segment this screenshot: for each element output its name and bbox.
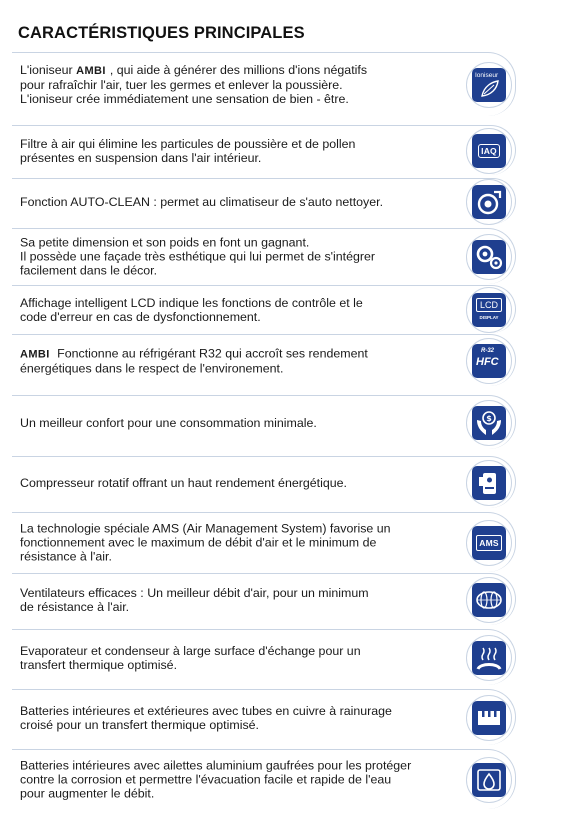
r32-hfc-icon-frame: [466, 338, 512, 384]
feature-text: Compresseur rotatif offrant un haut rendement énergétique.: [20, 475, 347, 490]
r32-hfc-icon: [472, 344, 506, 378]
energy-saving-icon-frame: [466, 400, 512, 446]
page-title: CARACTÉRISTIQUES PRINCIPALES: [18, 24, 305, 42]
feature-item-energy-saving: [12, 395, 516, 449]
heat-exchanger-icon-frame: [466, 635, 512, 681]
feature-text: Fonction AUTO-CLEAN : permet au climatiseur de s'auto nettoyer.: [20, 194, 384, 209]
feature-item-heat-exchanger: [12, 629, 516, 685]
ioniseur-icon-label: Ioniseur: [475, 71, 499, 79]
rotary-compressor-icon: [472, 466, 506, 500]
feature-item-ams: [12, 512, 516, 572]
aluminium-fin-icon: [472, 763, 506, 797]
feature-item-r32-refrigerant: [12, 334, 516, 386]
feature-text: Batteries intérieures et extérieures avec tubes en cuivre à rainurage croisé pour un transfert thermique optimisé.: [20, 703, 392, 732]
feature-r32-text: Fonctionne au réfrigérant R32 qui accroît ses rendement énergétiques dans le respect de l'environement.: [20, 345, 368, 375]
feature-text: La technologie spéciale AMS (Air Management System) favorise un fonctionnement avec le maximum de débit d'air et le minimum de résistance à l'air.: [20, 521, 391, 564]
brand-name: AMBI: [20, 347, 50, 360]
auto-clean-icon-frame: [466, 179, 512, 225]
lcd-icon-label: LCD: [476, 298, 502, 312]
feature-text: Evaporateur et condenseur à large surface d'échange pour un transfert thermique optimisé.: [20, 643, 361, 672]
feature-text: Sa petite dimension et son poids en font un gagnant. Il possède une façade très esthétique qui lui permet de s'intégrer facilement dans le décor.: [20, 235, 376, 278]
feature-item-air-filter: [12, 125, 516, 175]
aluminium-fin-icon-frame: [466, 757, 512, 803]
fan-icon-frame: [466, 577, 512, 623]
r32-icon-sublabel: R-32: [481, 347, 495, 354]
feature-item-copper-tubes: [12, 689, 516, 745]
ioniseur-icon: [472, 68, 506, 102]
feature-text: [20, 346, 453, 375]
feature-item-fan: [12, 573, 516, 625]
copper-tube-icon: [472, 701, 506, 735]
brand-name: AMBI: [76, 64, 106, 77]
lcd-icon-sublabel: DISPLAY: [479, 314, 499, 320]
iaq-icon-frame: [466, 128, 512, 174]
feature-text: L'ioniseur AMBI , qui aide à générer des millions d'ions négatifs pour rafraîchir l'air, tuer les germes et enlever la poussière. L'ioniseur crée immédiatement une sensation de bien - être.: [20, 62, 368, 107]
feature-text: Batteries intérieures avec ailettes aluminium gaufrées pour les protéger contre la corrosion et permettre l'évacuation facile et rapide de l'eau pour augmenter le débit.: [20, 758, 412, 801]
fan-icon: [472, 583, 506, 617]
copper-tube-icon-frame: [466, 695, 512, 741]
energy-saving-icon: [472, 406, 506, 440]
auto-clean-icon: [472, 185, 506, 219]
feature-item-rotary-compressor: [12, 456, 516, 508]
feature-item-auto-clean: [12, 178, 516, 224]
iaq-icon-label: IAQ: [478, 144, 500, 158]
feature-item-aluminium-fins: [12, 749, 516, 809]
feature-text: Ventilateurs efficaces : Un meilleur débit d'air, pour un minimum de résistance à l'air.: [20, 585, 369, 614]
ams-icon: [472, 526, 506, 560]
ams-icon-label: AMS: [476, 535, 502, 551]
feature-item-lcd-display: [12, 285, 516, 333]
ams-icon-frame: [466, 520, 512, 566]
svg-text:$: $: [486, 413, 492, 423]
feature-item-compact-design: [12, 228, 516, 284]
compact-design-icon-frame: [466, 234, 512, 280]
lcd-display-icon-frame: [466, 287, 512, 333]
feature-text: Un meilleur confort pour une consommation minimale.: [20, 415, 317, 430]
feature-item-ioniseur: [12, 52, 516, 116]
compact-design-icon: [472, 240, 506, 274]
heat-exchanger-icon: [472, 641, 506, 675]
rotary-compressor-icon-frame: [466, 460, 512, 506]
lcd-display-icon: [472, 293, 506, 327]
iaq-icon: [472, 134, 506, 168]
hfc-icon-label: HFC: [476, 355, 499, 368]
feature-text: Filtre à air qui élimine les particules de poussière et de pollen présentes en suspension dans l'air intérieur.: [20, 136, 356, 165]
feature-text: Affichage intelligent LCD indique les fonctions de contrôle et le code d'erreur en cas de dysfonctionnement.: [20, 295, 363, 324]
ioniseur-icon-frame: [466, 62, 512, 108]
